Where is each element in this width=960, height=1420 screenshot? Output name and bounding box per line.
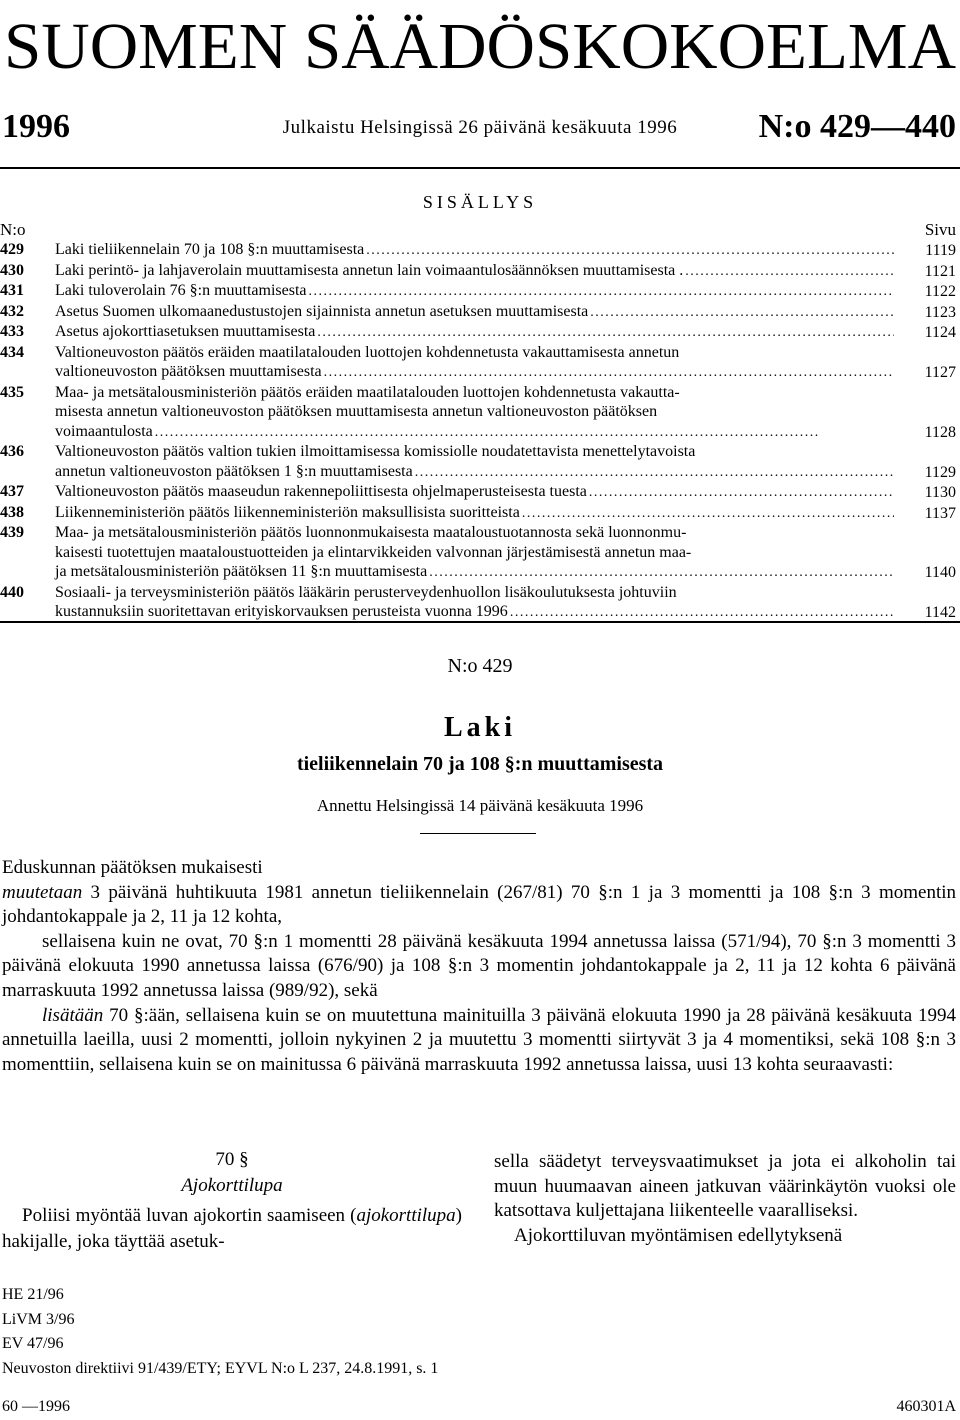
toc-entry-text: Laki tuloverolain 76 §:n muuttamisesta	[55, 282, 307, 299]
section-column-left	[2, 1147, 462, 1255]
toc-entry-line	[55, 482, 894, 503]
preamble-as-amended: sellaisena kuin ne ovat, 70 §:n 1 momentti 28 päivänä kesäkuuta 1994 annetussa laissa (571/94), 70 §:n 3 momentti 3 päivänä elokuuta 1990 annetussa laissa (676/90) ja 108 §:n 3 momentin johdantokappale ja 2, 11 ja 12 kohta 6 päivänä marraskuuta 1992 annetussa laissa (989/92), sekä	[2, 930, 956, 1001]
add-keyword: lisätään	[42, 1004, 104, 1026]
section-text	[2, 1203, 462, 1255]
toc-entry-text: Valtioneuvoston päätös maaseudun rakennepoliittisesta ohjelmaperusteisesta tuesta	[55, 483, 587, 500]
dot-leader	[510, 603, 894, 623]
document-type: Laki	[443, 712, 517, 743]
toc-entry-text: Valtioneuvoston päätös eräiden maatilatalouden luottojen kohdennetusta vakauttamisesta annetun	[55, 343, 680, 361]
preamble-add	[2, 1004, 956, 1078]
toc-col-number: N:o	[0, 220, 26, 239]
dot-leader	[317, 323, 894, 343]
toc-entry-page: 1127	[924, 364, 956, 381]
preamble	[2, 856, 956, 1077]
toc-rule	[0, 621, 960, 623]
toc-entry	[0, 482, 960, 503]
toc-entry-page: 1142	[924, 604, 956, 621]
toc-entry-line	[55, 562, 894, 583]
toc-entry-text: Maa- ja metsätalousministeriön päätös luonnonmukaisesta maataloustuotannosta sekä luonnonmu-	[55, 524, 687, 541]
section-column-right	[494, 1150, 956, 1248]
dot-leader	[685, 262, 894, 282]
toc-entry	[0, 261, 960, 282]
toc-entry-page: 1123	[924, 303, 956, 321]
dot-leader	[324, 363, 894, 383]
toc-entry-page: 1130	[924, 484, 956, 501]
toc-entry-line	[55, 442, 894, 462]
toc-entry-line	[55, 543, 894, 563]
toc-entry-title	[55, 383, 894, 443]
toc-entry-title	[55, 442, 894, 482]
dot-leader	[155, 423, 894, 443]
toc-entry-number: 429	[0, 241, 24, 258]
masthead-svg	[0, 2, 960, 82]
toc-entry-page: 1119	[925, 242, 956, 259]
toc-entry-title	[55, 240, 894, 261]
toc-entry-line	[55, 503, 894, 524]
toc-entry-number: 438	[0, 503, 24, 521]
toc-entry	[0, 442, 960, 482]
toc-entry-number: 435	[0, 383, 24, 401]
toc-entry-page: 1129	[924, 463, 956, 481]
toc-entry-number: 437	[0, 483, 24, 500]
toc-entry-line	[55, 383, 894, 403]
toc-entry-title	[55, 302, 894, 323]
toc-title: SISÄLLYS	[422, 192, 538, 212]
dot-leader	[429, 563, 894, 583]
toc-entry-text: Asetus ajokorttiasetuksen muuttamisesta	[55, 323, 316, 340]
toc-entry-number: 430	[0, 261, 24, 279]
toc-entry-line	[55, 462, 894, 483]
toc-entry	[0, 343, 960, 383]
toc-entry-line	[55, 261, 894, 282]
section-text-b: ) hakijalle, joka täyttää asetuk-	[2, 1205, 462, 1252]
toc-entry-title	[55, 482, 894, 503]
toc-entry-page: 1121	[924, 262, 956, 280]
toc-entry-text: voimaantulosta	[55, 422, 153, 440]
section-name: Ajokorttilupa	[181, 1175, 283, 1196]
amend-keyword: muutetaan	[2, 881, 83, 903]
toc-entry-line	[55, 523, 894, 543]
dot-leader	[366, 241, 894, 261]
toc-entry	[0, 322, 960, 343]
toc-entry-title	[55, 583, 894, 623]
toc-entry-line	[55, 362, 894, 383]
footnote: Neuvoston direktiivi 91/439/ETY; EYVL N:o L 237, 24.8.1991, s. 1	[2, 1359, 439, 1377]
toc-entry-text: misesta annetun valtioneuvoston päätöksen muuttamisesta annetun valtioneuvoston päätöksen	[55, 403, 658, 420]
toc-entry-text: Laki tieliikennelain 70 ja 108 §:n muuttamisesta	[55, 241, 365, 258]
footnote: EV 47/96	[2, 1335, 64, 1352]
footnote: LiVM 3/96	[2, 1310, 75, 1328]
toc-entry	[0, 281, 960, 302]
toc-entry-line	[55, 240, 894, 261]
table-of-contents	[0, 240, 960, 623]
issue-numbers: N:o 429—440	[758, 108, 956, 145]
footer-left: 60 —1996	[2, 1398, 70, 1415]
toc-col-page: Sivu	[924, 220, 956, 239]
toc-entry-text: Liikenneministeriön päätös liikenneministeriön maksullisista suoritteista	[55, 503, 520, 521]
toc-entry-line	[55, 602, 894, 623]
preamble-amend	[2, 881, 956, 930]
toc-entry-text: Asetus Suomen ulkomaanedustustojen sijainnista annetun asetuksen muuttamisesta	[55, 302, 589, 320]
document-title: tieliikennelain 70 ja 108 §:n muuttamisesta	[296, 753, 664, 775]
toc-entry-text: ja metsätalousministeriön päätöksen 11 §:n muuttamisesta	[55, 563, 428, 580]
toc-entry-text: annetun valtioneuvoston päätöksen 1 §:n muuttamisesta	[55, 462, 413, 480]
toc-entry-line	[55, 422, 894, 443]
toc-entry-page: 1122	[924, 283, 956, 300]
toc-entry-title	[55, 503, 894, 524]
dot-leader	[590, 303, 894, 323]
toc-entry-number: 434	[0, 343, 24, 361]
add-text: 70 §:ään, sellaisena kuin se on muutettuna mainituilla 3 päivänä elokuuta 1990 ja 28 päivänä kesäkuuta 1994 annetuilla laeilla, uusi 2 momentti, jolloin nykyinen 2 ja muutettu 3 momentti siirtyvät 3 ja 4 momentiksi, sekä 108 §:n 3 momenttiin, sellaisena kuin se on mainitussa 6 päivänä marraskuuta 1992 annetussa laissa, uusi 13 kohta seuraavasti:	[2, 1004, 956, 1075]
toc-entry-title	[55, 322, 894, 343]
toc-entry-title	[55, 523, 894, 583]
masthead-title: SUOMEN SÄÄDÖSKOKOELMA	[4, 10, 957, 82]
toc-entry-number: 432	[0, 302, 24, 320]
right-col-para-2: Ajokorttiluvan myöntämisen edellytyksenä	[514, 1224, 843, 1246]
toc-entry-title	[55, 343, 894, 383]
toc-entry-line	[55, 281, 894, 302]
toc-entry-line	[55, 402, 894, 422]
footer-right: 460301A	[896, 1398, 956, 1415]
masthead	[0, 2, 960, 82]
dot-leader	[589, 483, 894, 503]
toc-entry-number: 440	[0, 583, 24, 601]
toc-entry-line	[55, 302, 894, 323]
toc-entry-page: 1140	[924, 564, 956, 581]
toc-entry-text: kustannuksiin suoritettavan erityiskorvauksen perusteista vuonna 1996	[55, 603, 508, 620]
section-text-term: ajokorttilupa	[356, 1205, 456, 1226]
toc-entry	[0, 383, 960, 443]
toc-entry-page: 1137	[924, 504, 956, 522]
publication-date: Julkaistu Helsingissä 26 päivänä kesäkuuta 1996	[282, 117, 678, 138]
toc-entry-text: valtioneuvoston päätöksen muuttamisesta	[55, 363, 322, 380]
toc-entry	[0, 240, 960, 261]
toc-entry	[0, 503, 960, 524]
section-text-a: Poliisi myöntää luvan ajokortin saamiseen (	[22, 1205, 357, 1226]
right-col-para-1: sella säädetyt terveysvaatimukset ja jota ei alkoholin tai muun huumaavan aineen jatkuvan väärinkäytön vuoksi ole katsottava kuljettajana liikenteelle vaaralliseksi.	[494, 1151, 956, 1221]
toc-entry-page: 1124	[924, 324, 956, 341]
footnote: HE 21/96	[2, 1286, 64, 1303]
header-rule	[0, 167, 960, 169]
toc-entry-title	[55, 281, 894, 302]
toc-entry-text: Maa- ja metsätalousministeriön päätös eräiden maatilatalouden luottojen kohdennetusta vakautta-	[55, 383, 680, 401]
toc-entry	[0, 523, 960, 583]
preamble-intro: Eduskunnan päätöksen mukaisesti	[2, 857, 263, 878]
toc-entry-page: 1128	[924, 423, 956, 441]
toc-entry-text: Valtioneuvoston päätös valtion tukien ilmoittamisessa komissiolle noudatettavista menettelytavoista	[55, 443, 696, 460]
toc-entry-text: Laki perintö- ja lahjaverolain muuttamisesta annetun lain voimaantulosäännöksen muuttamisesta .	[55, 261, 684, 279]
toc-entry-line	[55, 583, 894, 603]
toc-entry	[0, 583, 960, 623]
dot-leader	[415, 463, 894, 483]
toc-entry-line	[55, 322, 894, 343]
footnotes	[2, 1283, 438, 1381]
section-number: 70 §	[215, 1149, 249, 1170]
toc-entry-title	[55, 261, 894, 282]
toc-entry-number: 433	[0, 323, 24, 340]
amend-text: 3 päivänä huhtikuuta 1981 annetun tieliikennelain (267/81) 70 §:n 1 ja 3 momentti ja 108 §:n 3 momentin johdantokappale ja 2, 11 ja 12 kohta,	[2, 881, 956, 928]
toc-entry-line	[55, 343, 894, 363]
issue-year: 1996	[2, 108, 70, 145]
title-divider	[420, 833, 536, 834]
toc-entry-text: Sosiaali- ja terveysministeriön päätös lääkärin perusterveydenhuollon lisäkoulutuksesta johtuviin	[55, 583, 677, 601]
toc-entry-text: kaisesti tuotettujen maataloustuotteiden ja elintarvikkeiden valvonnan järjestämisestä annetun maa-	[55, 543, 692, 561]
toc-entry-number: 436	[0, 443, 24, 460]
dot-leader	[522, 504, 894, 524]
toc-entry-number: 439	[0, 524, 24, 541]
toc-entry	[0, 302, 960, 323]
document-number: N:o 429	[447, 655, 513, 677]
dot-leader	[309, 282, 894, 302]
toc-entry-number: 431	[0, 282, 24, 299]
document-given: Annettu Helsingissä 14 päivänä kesäkuuta 1996	[316, 796, 644, 815]
issue-line	[0, 106, 960, 148]
